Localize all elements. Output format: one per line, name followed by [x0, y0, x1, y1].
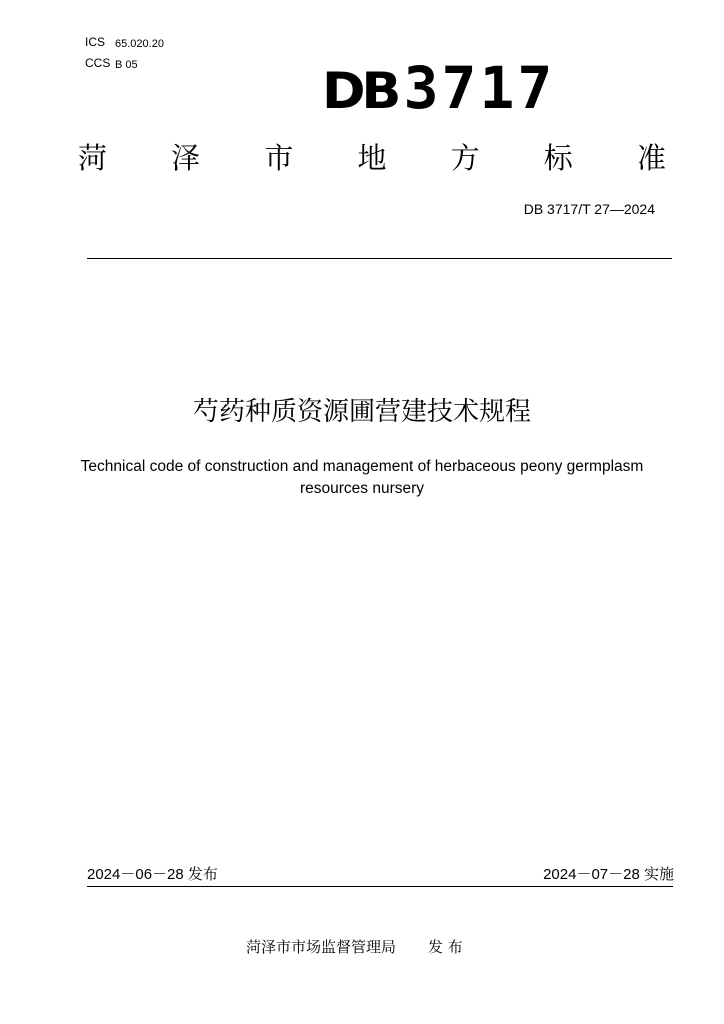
- release-date: 2024－06－28 发布: [87, 866, 218, 883]
- logo-prefix: DB: [322, 62, 398, 120]
- document-title-en: Technical code of construction and management of herbaceous peony germplasm resources nursery: [80, 458, 644, 497]
- ccs-code: B 05: [115, 59, 138, 71]
- ccs-label: CCS: [85, 56, 111, 70]
- implementation-date: 2024－07－28 实施: [543, 866, 674, 883]
- issuer-name: 菏泽市市场监督管理局: [246, 938, 397, 956]
- header-divider: [87, 258, 672, 259]
- standard-type-char: 泽: [171, 141, 201, 175]
- standard-type-char: 地: [357, 141, 387, 175]
- document-title-zh: 芍药种质资源圃营建技术规程: [192, 397, 531, 427]
- standard-type-char: 方: [450, 141, 480, 175]
- issuer-line: [246, 937, 463, 957]
- standard-type-char: 准: [636, 141, 666, 175]
- footer-divider: [87, 886, 673, 887]
- standard-logo: [322, 54, 556, 122]
- standard-number: DB 3717/T 27—2024: [523, 201, 655, 217]
- standard-type-char: 标: [543, 141, 573, 175]
- standard-type-title: [78, 140, 666, 176]
- ics-code: 65.020.20: [115, 38, 164, 50]
- standard-type-char: 市: [264, 141, 294, 175]
- standard-type-char: 菏: [78, 141, 108, 175]
- issuer-action: 发 布: [428, 938, 463, 956]
- logo-number: 3717: [403, 54, 556, 122]
- ics-label: ICS: [85, 35, 106, 49]
